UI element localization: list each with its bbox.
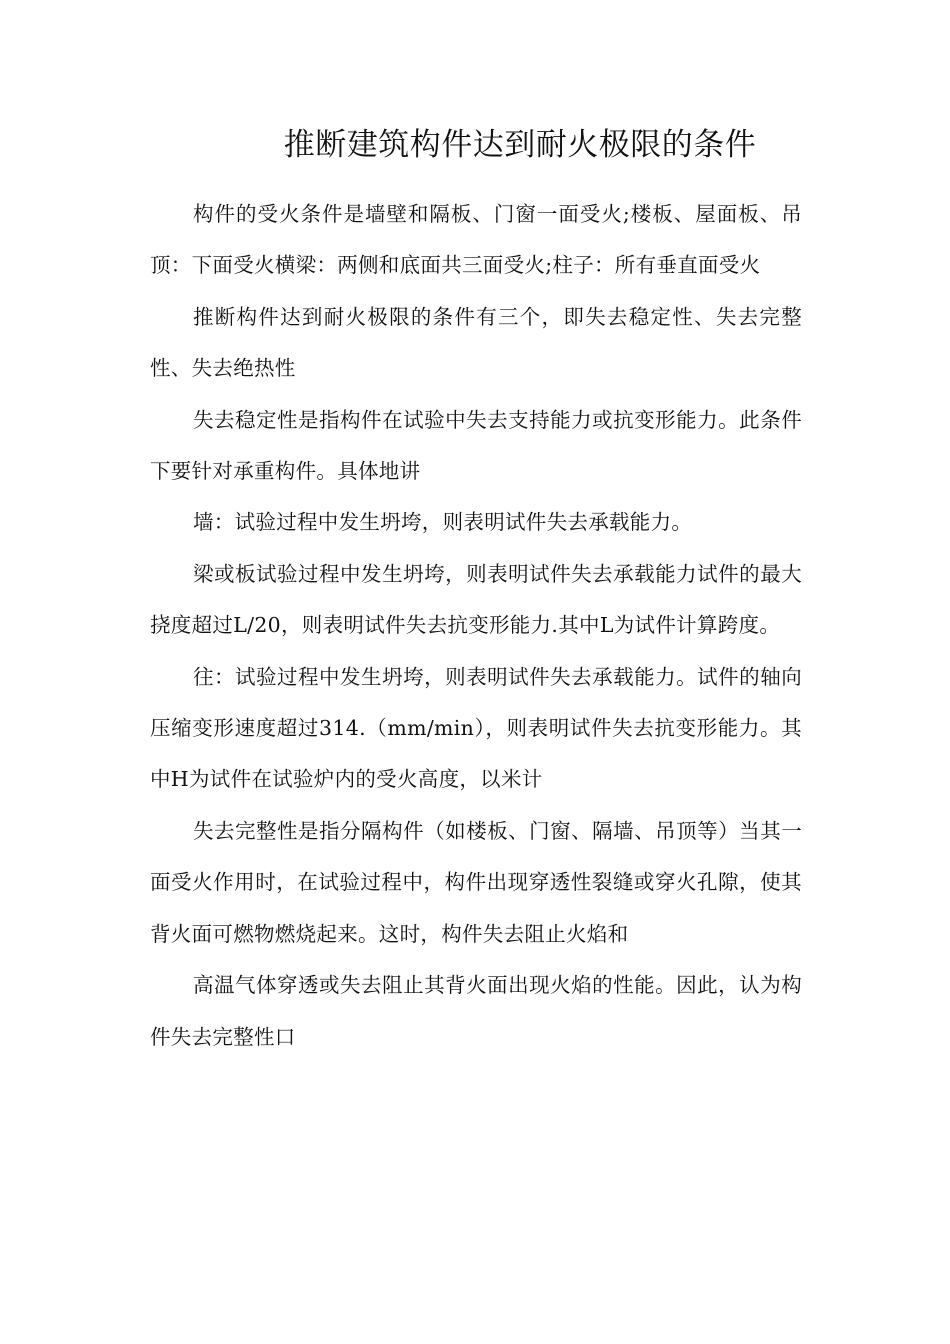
paragraph-fire-conditions: 构件的受火条件是墙壁和隔板、门窗一面受火;楼板、屋面板、吊顶：下面受火横梁：两侧和底面共三面受火;柱子：所有垂直面受火 xyxy=(150,202,802,278)
paragraph-column: 往：试验过程中发生坍垮，则表明试件失去承载能力。试件的轴向压缩变形速度超过314.（mm/min），则表明试件失去抗变形能力。其中H为试件在试验炉内的受火高度，以米计 xyxy=(150,664,802,792)
paragraph-integrity-continued: 高温气体穿透或失去阻止其背火面出现火焰的性能。因此，认为构件失去完整性口 xyxy=(150,973,802,1049)
paragraph-integrity-loss: 失去完整性是指分隔构件（如楼板、门窗、隔墙、吊顶等）当其一面受火作用时，在试验过程中，构件出现穿透性裂缝或穿火孔隙，使其背火面可燃物燃烧起来。这时，构件失去阻止火焰和 xyxy=(150,818,802,946)
paragraph-three-conditions: 推断构件达到耐火极限的条件有三个，即失去稳定性、失去完整性、失去绝热性 xyxy=(150,304,802,381)
document-body xyxy=(150,189,802,1063)
paragraph-beam-slab: 梁或板试验过程中发生坍垮，则表明试件失去承载能力试件的最大挠度超过L/20，则表明试件失去抗变形能力.其中L为试件计算跨度。 xyxy=(150,561,802,638)
document-title: 推断建筑构件达到耐火极限的条件 xyxy=(283,127,757,163)
paragraph-stability-loss: 失去稳定性是指构件在试验中失去支持能力或抗变形能力。此条件下要针对承重构件。具体地讲 xyxy=(150,407,802,484)
paragraph-wall: 墙：试验过程中发生坍垮，则表明试件失去承载能力。 xyxy=(193,510,693,535)
